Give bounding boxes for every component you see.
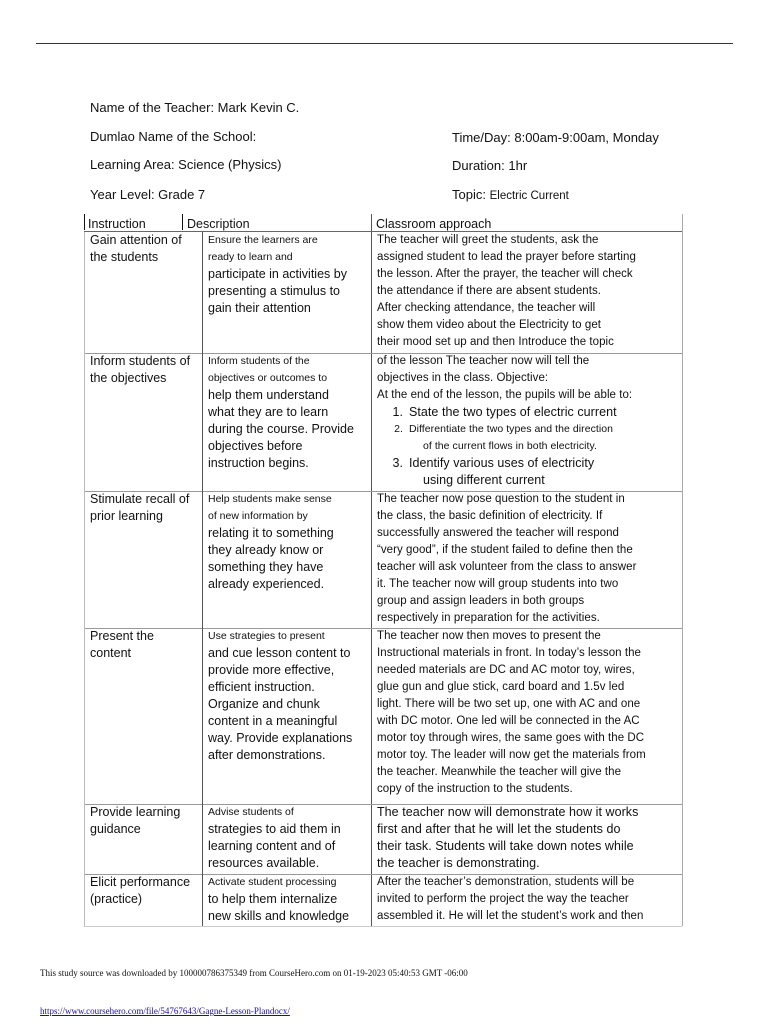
- approach-line: The teacher now will demonstrate how it works: [377, 805, 639, 819]
- description-cell: [208, 804, 370, 872]
- row-divider: [202, 491, 203, 628]
- approach-line: light. There will be two set up, one with AC and one: [377, 698, 641, 710]
- description-cell: [208, 232, 370, 317]
- description-line: learning content and of: [208, 839, 336, 853]
- objective-line: [377, 455, 681, 472]
- description-line: new skills and knowledge: [208, 909, 350, 923]
- approach-line: invited to perform the project the way the teacher: [377, 893, 629, 905]
- download-note: This study source was downloaded by 100000786375349 from CourseHero.com on 01-19-2023 05:40:53 GMT -06:00: [40, 968, 468, 978]
- approach-line: The teacher now pose question to the student in: [377, 493, 625, 505]
- instruction-line: Provide learning: [90, 805, 181, 819]
- description-line: what they are to learn: [208, 405, 329, 419]
- approach-line: of the lesson The teacher now will tell the: [377, 355, 590, 367]
- objective-line: [377, 421, 681, 438]
- objective-text: State the two types of electric current: [409, 405, 617, 419]
- instruction-cell: [90, 491, 202, 525]
- approach-cell: [377, 804, 681, 874]
- approach-line: glue gun and glue stick, card board and 1.5v led: [377, 681, 625, 693]
- approach-line: assembled it. He will let the student’s work and then: [377, 910, 644, 922]
- time-day: Time/Day: 8:00am-9:00am, Monday: [452, 130, 659, 145]
- approach-line: successfully answered the teacher will respond: [377, 527, 620, 539]
- instruction-line: prior learning: [90, 509, 163, 523]
- header-divider: [182, 214, 183, 230]
- objective-line: [377, 438, 681, 455]
- description-line: Ensure the learners are: [208, 234, 318, 246]
- source-link[interactable]: https://www.coursehero.com/file/54767643/Gagne-Lesson-Plandocx/: [40, 1006, 290, 1016]
- description-line: provide more effective,: [208, 663, 335, 677]
- instruction-cell: [90, 804, 202, 838]
- approach-line: “very good”, if the student failed to define then the: [377, 544, 633, 556]
- column-divider: [371, 214, 372, 926]
- approach-line: the class, the basic definition of electricity. If: [377, 510, 603, 522]
- description-line: during the course. Provide: [208, 422, 354, 436]
- lesson-plan-table: [84, 214, 684, 926]
- approach-line: objectives in the class. Objective:: [377, 372, 549, 384]
- instruction-line: the students: [90, 250, 159, 264]
- approach-line: the teacher is demonstrating.: [377, 856, 540, 870]
- header-instruction: Instruction: [88, 217, 146, 231]
- description-line: way. Provide explanations: [208, 731, 353, 745]
- description-line: Use strategies to present: [208, 630, 325, 642]
- approach-cell: [377, 874, 681, 926]
- approach-line: motor toy. The leader will now get the materials from: [377, 749, 646, 761]
- description-line: Organize and chunk: [208, 697, 320, 711]
- description-line: Advise students of: [208, 806, 294, 818]
- description-line: Inform students of the: [208, 355, 310, 367]
- header-description: Description: [187, 217, 250, 231]
- description-line: gain their attention: [208, 301, 311, 315]
- approach-line: with DC motor. One led will be connected in the AC: [377, 715, 640, 727]
- description-line: presenting a stimulus to: [208, 284, 341, 298]
- description-line: objectives before: [208, 439, 303, 453]
- row-left-border: [84, 491, 85, 628]
- approach-line: group and assign leaders in both groups: [377, 595, 585, 607]
- approach-line: their task. Students will take down notes while: [377, 839, 634, 853]
- description-line: after demonstrations.: [208, 748, 326, 762]
- approach-line: their mood set up and then Introduce the topic: [377, 336, 614, 348]
- right-border: [682, 214, 683, 926]
- year-level: Year Level: Grade 7: [90, 187, 206, 202]
- row-left-border: [84, 353, 85, 491]
- approach-line: At the end of the lesson, the pupils will be able to:: [377, 389, 633, 401]
- description-cell: [208, 874, 370, 925]
- approach-line: assigned student to lead the prayer before starting: [377, 251, 636, 263]
- row-left-border: [84, 628, 85, 804]
- objective-number: 2.: [394, 423, 403, 435]
- description-line: Help students make sense: [208, 493, 332, 505]
- approach-line: copy of the instruction to the students.: [377, 783, 573, 795]
- approach-line: it. The teacher now will group students into two: [377, 578, 619, 590]
- row-divider: [202, 804, 203, 874]
- description-line: strategies to aid them in: [208, 822, 341, 836]
- approach-cell: [377, 353, 681, 491]
- description-line: resources available.: [208, 856, 320, 870]
- description-cell: [208, 491, 370, 593]
- instruction-cell: [90, 232, 202, 266]
- objective-text: using different current: [423, 473, 545, 487]
- objective-text: Identify various uses of electricity: [409, 456, 595, 470]
- header-classroom-approach: Classroom approach: [376, 217, 492, 231]
- approach-line: respectively in preparation for the activities.: [377, 612, 600, 624]
- approach-line: first and after that he will let the students do: [377, 822, 621, 836]
- header-divider: [84, 214, 85, 230]
- description-line: instruction begins.: [208, 456, 309, 470]
- approach-line: After the teacher’s demonstration, students will be: [377, 876, 635, 888]
- instruction-cell: [90, 353, 202, 387]
- approach-cell: [377, 232, 681, 353]
- approach-line: motor toy through wires, the same goes with the DC: [377, 732, 645, 744]
- instruction-line: Present the: [90, 629, 154, 643]
- approach-line: the lesson. After the prayer, the teacher will check: [377, 268, 633, 280]
- objective-line: [377, 404, 681, 421]
- topic-value: Electric Current: [489, 190, 569, 202]
- description-line: already experienced.: [208, 577, 325, 591]
- description-line: to help them internalize: [208, 892, 338, 906]
- objective-text: of the current flows in both electricity.: [423, 440, 598, 452]
- topic-label: Topic:: [452, 187, 486, 202]
- instruction-cell: [90, 628, 202, 662]
- row-left-border: [84, 874, 85, 926]
- objective-number: 3.: [392, 456, 403, 470]
- description-line: participate in activities by: [208, 267, 347, 281]
- row-divider: [202, 874, 203, 926]
- description-line: they already know or: [208, 543, 324, 557]
- table-bottom-rule: [84, 926, 682, 927]
- instruction-line: (practice): [90, 892, 143, 906]
- description-line: efficient instruction.: [208, 680, 315, 694]
- approach-line: Instructional materials in front. In today’s lesson the: [377, 647, 641, 659]
- description-line: content in a meaningful: [208, 714, 338, 728]
- approach-line: the attendance if there are absent students.: [377, 285, 602, 297]
- instruction-cell: [90, 874, 202, 908]
- approach-line: The teacher now then moves to present the: [377, 630, 601, 642]
- instruction-line: guidance: [90, 822, 141, 836]
- approach-line: teacher will ask volunteer from the class to answer: [377, 561, 637, 573]
- teacher-name: Name of the Teacher: Mark Kevin C.: [90, 100, 300, 115]
- description-line: objectives or outcomes to: [208, 372, 328, 384]
- objective-line: [377, 472, 681, 489]
- description-line: and cue lesson content to: [208, 646, 351, 660]
- approach-line: show them video about the Electricity to get: [377, 319, 602, 331]
- approach-cell: [377, 628, 681, 804]
- approach-line: The teacher will greet the students, ask the: [377, 234, 599, 246]
- description-line: relating it to something: [208, 526, 334, 540]
- instruction-line: Gain attention of: [90, 233, 182, 247]
- top-rule: [36, 43, 733, 44]
- objective-text: Differentiate the two types and the direction: [409, 423, 614, 435]
- row-left-border: [84, 232, 85, 353]
- description-cell: [208, 353, 370, 472]
- approach-line: needed materials are DC and AC motor toy, wires,: [377, 664, 635, 676]
- topic: [452, 187, 569, 204]
- objective-number: 1.: [392, 405, 403, 419]
- instruction-line: Stimulate recall of: [90, 492, 190, 506]
- description-line: something they have: [208, 560, 324, 574]
- duration: Duration: 1hr: [452, 158, 528, 173]
- description-cell: [208, 628, 370, 764]
- description-line: ready to learn and: [208, 251, 293, 263]
- row-divider: [202, 628, 203, 804]
- instruction-line: Elicit performance: [90, 875, 191, 889]
- approach-cell: [377, 491, 681, 628]
- description-line: help them understand: [208, 388, 329, 402]
- school-name: Dumlao Name of the School:: [90, 129, 257, 144]
- row-left-border: [84, 804, 85, 874]
- instruction-line: the objectives: [90, 371, 167, 385]
- instruction-line: Inform students of: [90, 354, 191, 368]
- learning-area: Learning Area: Science (Physics): [90, 157, 282, 172]
- row-divider: [202, 232, 203, 353]
- instruction-line: content: [90, 646, 132, 660]
- approach-line: the teacher. Meanwhile the teacher will give the: [377, 766, 622, 778]
- approach-line: After checking attendance, the teacher will: [377, 302, 596, 314]
- description-line: of new information by: [208, 510, 308, 522]
- row-divider: [202, 353, 203, 491]
- description-line: Activate student processing: [208, 876, 337, 888]
